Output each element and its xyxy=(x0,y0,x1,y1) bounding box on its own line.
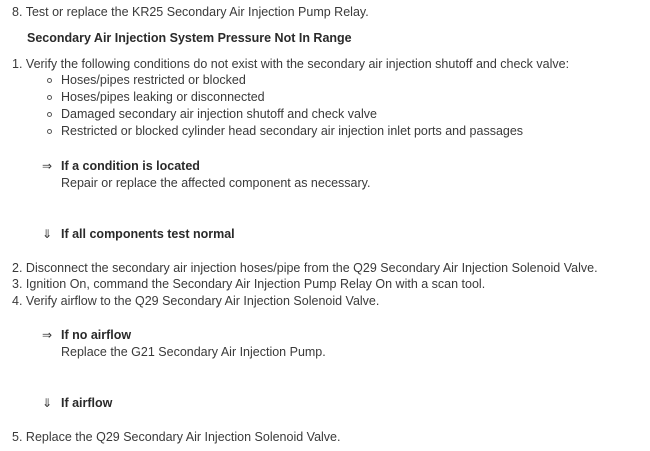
step-text: Disconnect the secondary air injection hoses/pipe from the Q29 Secondary Air Injection Solenoid Valve. xyxy=(25,261,598,275)
condition-title: If all components test normal xyxy=(61,227,235,241)
step-2 xyxy=(12,260,598,277)
condition-title: If no airflow xyxy=(61,328,132,342)
bullet-icon xyxy=(47,95,52,100)
step-text: Verify the following conditions do not exist with the secondary air injection shutoff and check valve: xyxy=(25,57,570,71)
step-number: 3. xyxy=(12,277,23,291)
step-3 xyxy=(12,276,485,293)
condition-title: If airflow xyxy=(61,396,113,410)
section-title: Secondary Air Injection System Pressure Not In Range xyxy=(27,31,352,45)
step-number: 1. xyxy=(12,57,23,71)
right-double-arrow-icon: ⇒ xyxy=(42,159,53,173)
step-text: Ignition On, command the Secondary Air Injection Pump Relay On with a scan tool. xyxy=(25,277,486,291)
bullet-icon xyxy=(47,112,52,117)
list-item: Damaged secondary air injection shutoff and check valve xyxy=(61,107,377,121)
condition-action: Replace the G21 Secondary Air Injection Pump. xyxy=(61,345,326,359)
step-text: Replace the Q29 Secondary Air Injection Solenoid Valve. xyxy=(25,430,341,444)
step-number: 2. xyxy=(12,261,23,275)
right-double-arrow-icon: ⇒ xyxy=(42,328,53,342)
down-double-arrow-icon: ⇓ xyxy=(42,227,53,241)
step-text: Test or replace the KR25 Secondary Air Injection Pump Relay. xyxy=(25,5,369,19)
step-number: 8. xyxy=(12,5,23,19)
list-item: Hoses/pipes leaking or disconnected xyxy=(61,90,265,104)
step-8 xyxy=(12,4,369,21)
step-number: 4. xyxy=(12,294,23,308)
step-1 xyxy=(12,56,569,73)
condition-action: Repair or replace the affected component as necessary. xyxy=(61,176,371,190)
list-item: Hoses/pipes restricted or blocked xyxy=(61,73,246,87)
step-text: Verify airflow to the Q29 Secondary Air Injection Solenoid Valve. xyxy=(25,294,380,308)
step-4 xyxy=(12,293,379,310)
list-item: Restricted or blocked cylinder head secondary air injection inlet ports and passages xyxy=(61,124,524,138)
step-5 xyxy=(12,429,340,446)
bullet-icon xyxy=(47,129,52,134)
bullet-icon xyxy=(47,78,52,83)
step-number: 5. xyxy=(12,430,23,444)
down-double-arrow-icon: ⇓ xyxy=(42,396,53,410)
condition-title: If a condition is located xyxy=(61,159,200,173)
